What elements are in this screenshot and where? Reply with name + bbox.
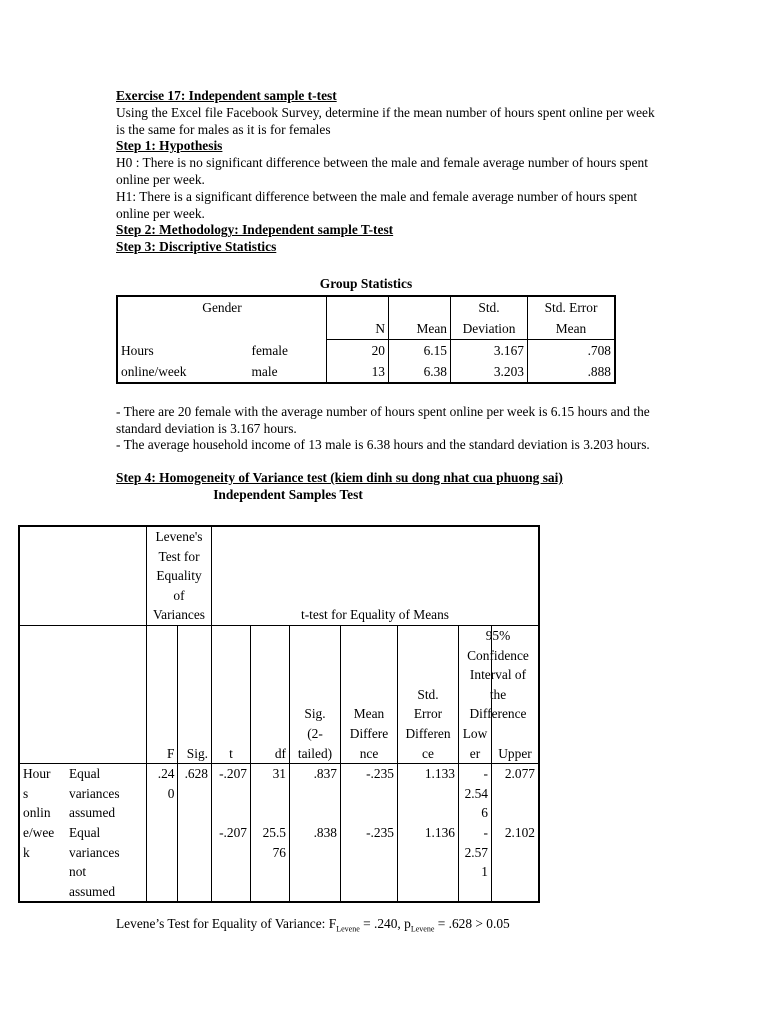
ist-col-f: F bbox=[147, 625, 178, 763]
ist-ttest-header: t-test for Equality of Means bbox=[212, 526, 540, 625]
ist-col-t: t bbox=[212, 625, 251, 763]
h1-text: H1: There is a significant difference between the male and female average number of hours spent online per week. bbox=[116, 188, 638, 221]
ist-col-meandiff: Mean Differe nce bbox=[341, 625, 398, 763]
table-row bbox=[117, 361, 615, 383]
intro-text: Using the Excel file Facebook Survey, determine if the mean number of hours spent online per week is the same for males as it is for females bbox=[116, 104, 655, 137]
gs-header-se-1: Std. Error bbox=[544, 299, 598, 315]
gs-mean: 6.38 bbox=[389, 361, 451, 383]
document-body bbox=[116, 88, 656, 504]
ist-row1-lower: - 2.54 6 bbox=[459, 764, 492, 823]
gs-var-label-2: online/week bbox=[121, 363, 187, 379]
group-stats-title: Group Statistics bbox=[319, 275, 413, 291]
gs-header-mean: Mean bbox=[389, 318, 451, 340]
gs-header-n: N bbox=[327, 318, 389, 340]
ist-row2-sig2: .838 bbox=[290, 823, 341, 902]
ist-row1-label: Equal variances assumed bbox=[66, 764, 147, 823]
table-row bbox=[117, 339, 615, 361]
ist-row2-label: Equal variances not assumed bbox=[66, 823, 147, 902]
ist-row-var: Hour s onlin e/wee k bbox=[19, 764, 66, 903]
gs-se: .708 bbox=[587, 342, 611, 358]
ist-col-sig2: Sig. (2- tailed) bbox=[290, 625, 341, 763]
ist-row1-df: 31 bbox=[251, 764, 290, 823]
gs-sd: 3.203 bbox=[451, 361, 528, 383]
gs-n: 20 bbox=[327, 339, 389, 361]
ist-row1-t: -.207 bbox=[212, 764, 251, 823]
step2-heading: Step 2: Methodology: Independent sample T-test bbox=[116, 222, 394, 238]
gs-header-sd-2: Deviation bbox=[451, 318, 528, 340]
ist-row1-f: .24 0 bbox=[147, 764, 178, 823]
ist-row1-upper: 2.077 bbox=[492, 764, 540, 823]
note-male: - The average household income of 13 male is 6.38 hours and the standard deviation is 3.203 hours. bbox=[116, 437, 650, 453]
ist-table bbox=[18, 525, 540, 903]
gs-group: female bbox=[249, 339, 327, 361]
h0-text: H0 : There is no significant difference between the male and female average number of hours spent online per week. bbox=[116, 155, 648, 187]
table-row bbox=[19, 823, 539, 902]
ist-col-lower: Low er bbox=[459, 625, 492, 763]
step1-heading: Step 1: Hypothesis bbox=[116, 138, 223, 154]
ist-row2-upper: 2.102 bbox=[504, 824, 535, 840]
ist-col-sig: Sig. bbox=[178, 625, 212, 763]
ist-row1-meandiff: -.235 bbox=[341, 764, 398, 823]
ist-ci-header: 95% Confidence Interval of the Difference bbox=[467, 627, 529, 722]
note-female: - There are 20 female with the average number of hours spent online per week is 6.15 hours and the standard deviation is 3.167 hours. bbox=[116, 403, 650, 436]
gs-n: 13 bbox=[327, 361, 389, 383]
ist-row1-sig2: .837 bbox=[290, 764, 341, 823]
ist-row2-meandiff: -.235 bbox=[341, 823, 398, 902]
ist-levene-header: Levene's Test for Equality of Variances bbox=[147, 526, 212, 625]
gs-header-se-2: Mean bbox=[528, 318, 616, 340]
step4-heading: Step 4: Homogeneity of Variance test (kiem dinh su dong nhat cua phuong sai) bbox=[116, 470, 563, 486]
gs-header-sd-1: Std. bbox=[451, 296, 528, 318]
gs-header-gender: Gender bbox=[117, 296, 327, 340]
gs-se: .888 bbox=[587, 363, 611, 379]
gs-sd: 3.167 bbox=[451, 339, 528, 361]
gs-group: male bbox=[249, 361, 327, 383]
ist-col-upper: Upper bbox=[498, 745, 532, 761]
group-stats-table bbox=[116, 295, 616, 384]
table-row bbox=[19, 764, 539, 823]
ist-row2-t: -.207 bbox=[212, 823, 251, 902]
ist-row2-lower: - 2.57 1 bbox=[459, 823, 492, 902]
gs-var-label-1: Hours bbox=[121, 342, 154, 358]
independent-samples-test bbox=[18, 525, 540, 903]
levene-summary: Levene’s Test for Equality of Variance: $F_{Levene} = .240$, $p_{Levene} = .628 > 0.05$ bbox=[116, 916, 510, 934]
ist-row1-stderr: 1.133 bbox=[398, 764, 459, 823]
ist-row2-df: 25.5 76 bbox=[251, 823, 290, 902]
ist-col-df: df bbox=[251, 625, 290, 763]
step3-heading: Step 3: Discriptive Statistics bbox=[116, 239, 277, 255]
ist-row1-sig: .628 bbox=[178, 764, 212, 823]
ist-col-stderr: Std. Error Differen ce bbox=[398, 625, 459, 763]
ist-title: Independent Samples Test bbox=[213, 486, 363, 502]
exercise-title: Exercise 17: Independent sample t-test bbox=[116, 88, 337, 103]
gs-mean: 6.15 bbox=[389, 339, 451, 361]
ist-row2-stderr: 1.136 bbox=[398, 823, 459, 902]
